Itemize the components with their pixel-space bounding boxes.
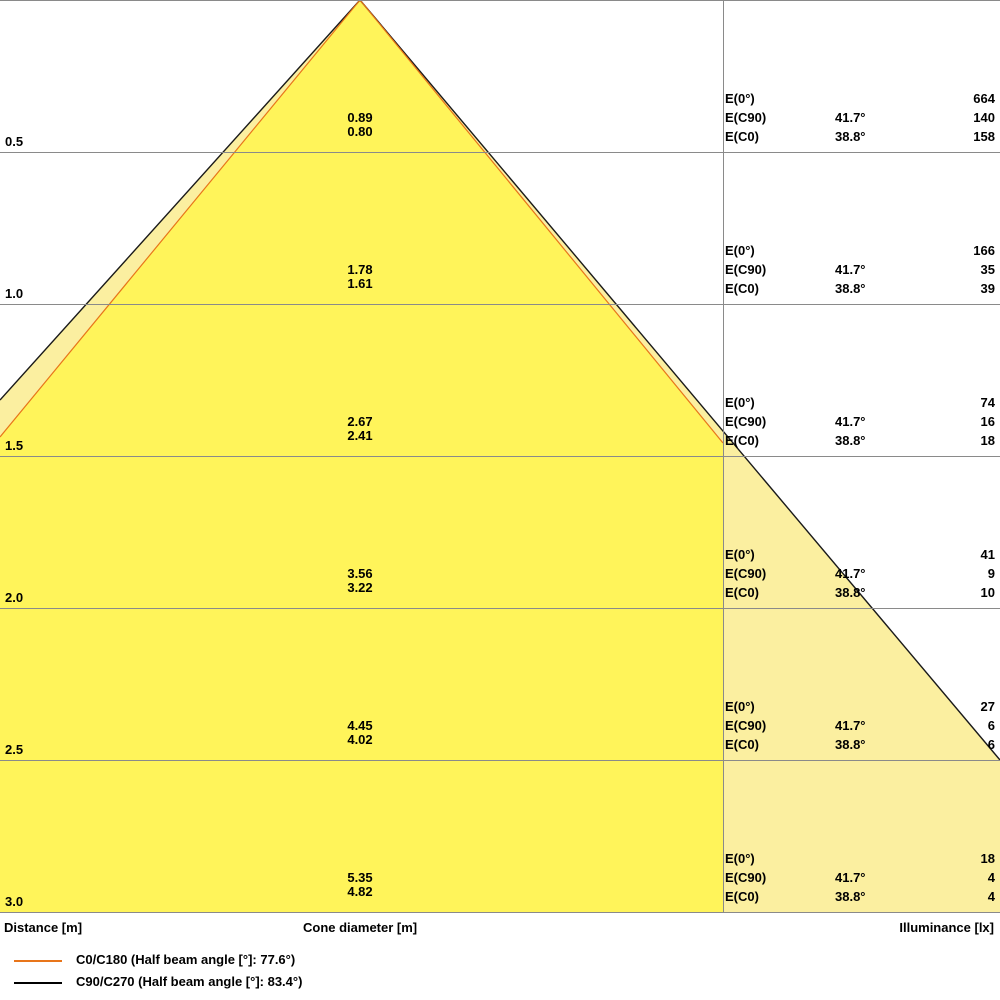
illuminance-value: 35 xyxy=(980,262,995,277)
axis-caption-illuminance: Illuminance [lx] xyxy=(899,920,994,935)
cone-diameter-group-2-5 xyxy=(300,719,420,747)
cone-diameter-c90-2-0: 3.56 xyxy=(347,566,373,581)
illuminance-label: E(C0) xyxy=(725,737,759,752)
illuminance-value: 9 xyxy=(987,566,995,581)
illuminance-angle: 38.8° xyxy=(835,433,866,448)
cone-diameter-c0-1-5: 2.41 xyxy=(347,428,373,443)
illuminance-value: 74 xyxy=(980,395,995,410)
illuminance-angle: 38.8° xyxy=(835,129,866,144)
axis-caption-distance: Distance [m] xyxy=(4,920,83,935)
gridline-2-0 xyxy=(0,608,1000,609)
illuminance-angle: 41.7° xyxy=(835,870,866,885)
distance-label-3-0: 3.0 xyxy=(5,894,24,909)
cone-diameter-c90-1-5: 2.67 xyxy=(347,414,373,429)
distance-label-2-0: 2.0 xyxy=(5,590,24,605)
illuminance-angle: 41.7° xyxy=(835,262,866,277)
illuminance-column-divider xyxy=(723,0,724,913)
cone-diameter-c90-3-0: 5.35 xyxy=(347,870,373,885)
illuminance-label: E(C0) xyxy=(725,129,759,144)
distance-label-0-5: 0.5 xyxy=(5,134,24,149)
illuminance-value: 664 xyxy=(973,91,995,106)
illuminance-value: 41 xyxy=(980,547,995,562)
illuminance-label: E(0°) xyxy=(725,91,755,106)
illuminance-row xyxy=(725,583,995,602)
gridline-1-5 xyxy=(0,456,1000,457)
illuminance-label: E(0°) xyxy=(725,243,755,258)
illuminance-label: E(C0) xyxy=(725,281,759,296)
illuminance-label: E(C90) xyxy=(725,110,767,125)
cone-diameter-c0-0-5: 0.80 xyxy=(347,124,373,139)
illuminance-angle: 38.8° xyxy=(835,585,866,600)
illuminance-row xyxy=(725,868,995,887)
illuminance-angle: 41.7° xyxy=(835,110,866,125)
illuminance-label: E(C90) xyxy=(725,870,767,885)
distance-label-1-0: 1.0 xyxy=(5,286,24,301)
illuminance-value: 27 xyxy=(980,699,995,714)
illuminance-label: E(C0) xyxy=(725,433,759,448)
illuminance-label: E(C90) xyxy=(725,566,767,581)
illuminance-row xyxy=(725,887,995,906)
cone-diameter-c0-1-0: 1.61 xyxy=(347,276,373,291)
cone-diameter-c0-3-0: 4.82 xyxy=(347,884,373,899)
illuminance-row xyxy=(725,564,995,583)
illuminance-value: 4 xyxy=(987,889,995,904)
illuminance-label: E(0°) xyxy=(725,851,755,866)
illuminance-angle: 41.7° xyxy=(835,566,866,581)
illuminance-value: 4 xyxy=(987,870,995,885)
illuminance-label: E(C90) xyxy=(725,262,767,277)
illuminance-label: E(C0) xyxy=(725,889,759,904)
distance-label-2-5: 2.5 xyxy=(5,742,24,757)
gridline-2-5 xyxy=(0,760,1000,761)
illuminance-group-2-0 xyxy=(725,545,995,602)
illuminance-row xyxy=(725,108,995,127)
distance-label-1-5: 1.5 xyxy=(5,438,24,453)
illuminance-group-1-5 xyxy=(725,393,995,450)
gridline-3-0 xyxy=(0,912,1000,913)
illuminance-row xyxy=(725,431,995,450)
illuminance-value: 166 xyxy=(973,243,995,258)
illuminance-row xyxy=(725,89,995,108)
cone-diameter-group-1-0 xyxy=(300,263,420,291)
legend-label-c90-c270: C90/C270 (Half beam angle [°]: 83.4°) xyxy=(76,974,303,989)
illuminance-row xyxy=(725,412,995,431)
illuminance-value: 18 xyxy=(980,851,995,866)
cone-diameter-group-1-5 xyxy=(300,415,420,443)
illuminance-group-3-0 xyxy=(725,849,995,906)
illuminance-value: 39 xyxy=(980,281,995,296)
illuminance-row xyxy=(725,241,995,260)
illuminance-row xyxy=(725,127,995,146)
illuminance-angle: 41.7° xyxy=(835,718,866,733)
illuminance-label: E(0°) xyxy=(725,395,755,410)
illuminance-row xyxy=(725,849,995,868)
legend-swatch-c90-c270 xyxy=(14,982,62,984)
illuminance-value: 18 xyxy=(980,433,995,448)
illuminance-value: 10 xyxy=(980,585,995,600)
illuminance-row xyxy=(725,393,995,412)
cone-diameter-c0-2-0: 3.22 xyxy=(347,580,373,595)
axis-caption-cone-diameter: Cone diameter [m] xyxy=(303,920,418,935)
illuminance-group-0-5 xyxy=(725,89,995,146)
cone-diameter-c90-2-5: 4.45 xyxy=(347,718,373,733)
illuminance-angle: 41.7° xyxy=(835,414,866,429)
plot-top-border xyxy=(0,0,1000,1)
legend-swatch-c0-c180 xyxy=(14,960,62,962)
cone-diameter-group-0-5 xyxy=(300,111,420,139)
legend-item-c0-c180 xyxy=(14,950,614,972)
illuminance-value: 140 xyxy=(973,110,995,125)
illuminance-label: E(0°) xyxy=(725,547,755,562)
illuminance-angle: 38.8° xyxy=(835,889,866,904)
illuminance-value: 16 xyxy=(980,414,995,429)
illuminance-row xyxy=(725,260,995,279)
illuminance-row xyxy=(725,545,995,564)
gridline-0-5 xyxy=(0,152,1000,153)
illuminance-value: 6 xyxy=(987,718,995,733)
gridline-1-0 xyxy=(0,304,1000,305)
cone-diameter-c90-0-5: 0.89 xyxy=(347,110,373,125)
legend-label-c0-c180: C0/C180 (Half beam angle [°]: 77.6°) xyxy=(76,952,296,967)
illuminance-group-2-5 xyxy=(725,697,995,754)
illuminance-label: E(C90) xyxy=(725,718,767,733)
legend-item-c90-c270 xyxy=(14,972,614,994)
legend xyxy=(14,950,614,994)
illuminance-row xyxy=(725,735,995,754)
illuminance-label: E(C0) xyxy=(725,585,759,600)
illuminance-row xyxy=(725,279,995,298)
illuminance-angle: 38.8° xyxy=(835,737,866,752)
illuminance-value: 6 xyxy=(987,737,995,752)
illuminance-group-1-0 xyxy=(725,241,995,298)
cone-diameter-group-3-0 xyxy=(300,871,420,899)
illuminance-row xyxy=(725,716,995,735)
illuminance-angle: 38.8° xyxy=(835,281,866,296)
cone-diameter-group-2-0 xyxy=(300,567,420,595)
cone-diameter-c90-1-0: 1.78 xyxy=(347,262,373,277)
illuminance-value: 158 xyxy=(973,129,995,144)
cone-diameter-c0-2-5: 4.02 xyxy=(347,732,373,747)
illuminance-label: E(0°) xyxy=(725,699,755,714)
illuminance-row xyxy=(725,697,995,716)
illuminance-label: E(C90) xyxy=(725,414,767,429)
